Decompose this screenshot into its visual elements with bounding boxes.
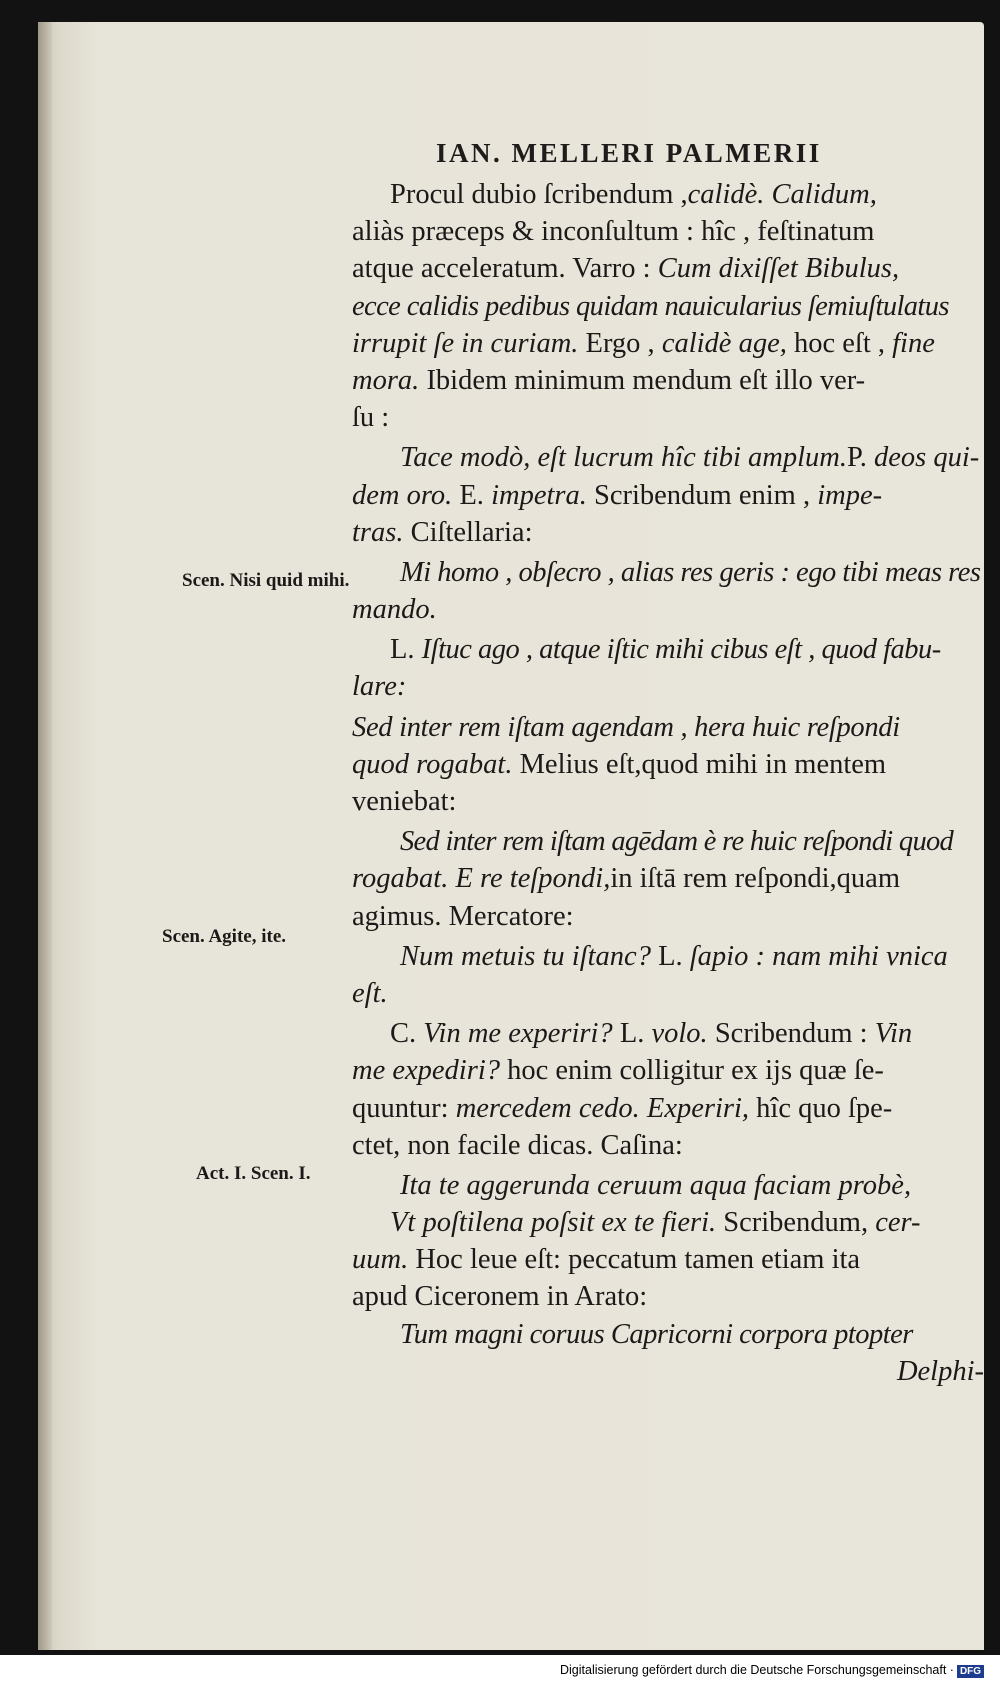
text-roman: L. (390, 634, 422, 666)
text-italic: rogabat. E re teſpondi, (352, 863, 611, 895)
text-italic: me expediri? (352, 1055, 500, 1087)
text-roman: hoc eſt , (786, 327, 893, 359)
text-roman: E. (452, 479, 492, 511)
text-italic: Vin (874, 1018, 913, 1050)
text-roman: C. (390, 1018, 424, 1050)
text-line (352, 783, 992, 820)
text-line (352, 938, 992, 975)
text-italic: lare: (352, 671, 407, 703)
text-italic: quod rogabat. (352, 748, 513, 780)
text-italic: impe- (817, 479, 883, 511)
text-line (352, 399, 992, 436)
text-line (352, 288, 992, 325)
text-line (352, 554, 992, 591)
text-roman: Melius eſt,quod mihi in mentem (512, 748, 887, 780)
text-line (352, 631, 992, 668)
catchword (352, 1353, 992, 1390)
text-roman: in iſtā rem reſpondi,quam (610, 863, 901, 895)
text-line (352, 1278, 992, 1315)
text-roman: hoc enim colligitur ex ijs quæ ſe- (499, 1055, 884, 1087)
text-italic: uum. (352, 1244, 409, 1276)
body-text (352, 176, 992, 1390)
text-line (352, 1241, 992, 1278)
text-italic: calidè age, (661, 327, 787, 359)
text-italic: tras. (352, 516, 404, 548)
text-italic: impetra. (491, 479, 587, 511)
text-italic: mora. (352, 364, 420, 396)
text-roman: L. (612, 1018, 652, 1050)
text-roman: ctet, non facile dicas. Caſina: (352, 1129, 683, 1161)
text-italic: Tum magni coruus Capricorni corpora ptopter (400, 1318, 913, 1350)
text-italic: Cum dixiſſet Bibulus, (657, 253, 900, 285)
text-roman: apud Ciceronem in Arato: (352, 1281, 648, 1313)
text-line (352, 1015, 992, 1052)
text-line (352, 514, 992, 551)
text-roman: Scribendum, (716, 1207, 876, 1239)
text-italic: irrupit ſe in curiam. (352, 327, 579, 359)
text-italic: mando. (352, 594, 437, 626)
margin-note-scene-agite: Scen. Agite, ite. (162, 926, 287, 947)
text-italic: Delphi- (896, 1355, 984, 1387)
text-italic: Tace modò, eſt lucrum hîc tibi amplum. (400, 442, 847, 474)
text-roman: Hoc leue eſt: peccatum tamen etiam ita (408, 1244, 861, 1276)
text-italic: fine (892, 327, 935, 359)
text-italic: Mi homo , obſecro , alias res geris : ego tibi meas res (400, 556, 981, 588)
text-line (352, 709, 992, 746)
text-italic: volo. (651, 1018, 708, 1050)
text-roman: L. (650, 940, 690, 972)
text-line (352, 213, 992, 250)
text-line (352, 860, 992, 897)
text-line (352, 823, 992, 860)
text-italic: Ita te aggerunda ceruum aqua faciam probè, (400, 1169, 912, 1201)
text-italic: dem oro. (352, 479, 453, 511)
text-italic: calidè. Calidum, (687, 179, 877, 210)
text-roman: Procul dubio ſcribendum , (390, 179, 688, 210)
text-line (352, 362, 992, 399)
text-line (352, 1167, 992, 1204)
text-line (352, 1316, 992, 1353)
text-line (352, 439, 992, 476)
digitization-footer (560, 1663, 1000, 1678)
dfg-logo: DFG (957, 1665, 984, 1678)
text-line (352, 1127, 992, 1164)
text-italic: Iſtuc ago , atque iſtic mihi cibus eſt , quod fabu- (421, 634, 941, 666)
text-roman: Ibidem minimum mendum eſt illo ver- (419, 364, 866, 396)
page-spine (38, 22, 52, 1650)
margin-note-scene-nisi (182, 569, 352, 593)
text-line (352, 898, 992, 935)
text-line (352, 746, 992, 783)
text-line (352, 591, 992, 628)
text-roman: ſu : (352, 402, 390, 434)
text-italic: Vt poſtilena poſsit ex te fieri. (390, 1207, 717, 1239)
text-roman: agimus. Mercatore: (352, 900, 574, 932)
text-line (352, 176, 992, 213)
text-line (352, 668, 992, 705)
text-line (352, 325, 992, 362)
text-roman: P. (847, 442, 874, 474)
text-line (352, 975, 992, 1012)
text-italic: Vin me experiri? (423, 1018, 613, 1050)
text-line (352, 477, 992, 514)
footer-text: Digitalisierung gefördert durch die Deutsche Forschungsgemeinschaft · (560, 1663, 954, 1677)
text-italic: cer- (875, 1207, 921, 1239)
text-roman: aliàs præceps & inconſultum : hîc , feſtinatum (352, 216, 875, 248)
text-roman: Ciſtellaria: (403, 516, 533, 548)
text-roman: Scribendum : (707, 1018, 875, 1050)
margin-note-act-scene: Act. I. Scen. I. (196, 1163, 311, 1184)
text-italic: ſapio : nam mihi vnica (689, 940, 948, 972)
text-roman: veniebat: (352, 786, 457, 817)
text-line (352, 1204, 992, 1241)
text-line (352, 1052, 992, 1089)
text-italic: Num metuis tu iſtanc? (400, 940, 651, 972)
text-roman: atque acceleratum. Varro : (352, 253, 658, 285)
text-roman: quuntur: (352, 1092, 456, 1124)
text-roman: hîc quo ſpe- (749, 1092, 893, 1124)
text-italic: mercedem cedo. Experiri, (455, 1092, 750, 1124)
margin-note-text: Scen. Nisi quid mihi. (182, 570, 350, 591)
text-line (352, 1090, 992, 1127)
text-italic: Sed inter rem iſtam agēdam è re huic reſpondi quod (400, 826, 954, 858)
text-italic: Sed inter rem iſtam agendam , hera huic reſpondi (352, 711, 900, 743)
text-roman: Ergo , (578, 327, 662, 359)
text-italic: eſt. (352, 977, 388, 1009)
text-line (352, 250, 992, 287)
text-italic: deos qui- (873, 442, 980, 474)
text-italic: ecce calidis pedibus quidam nauicularius ſemiuſtulatus (352, 290, 949, 322)
text-roman: Scribendum enim , (586, 479, 818, 511)
running-head: IAN. MELLERI PALMERII (436, 138, 822, 168)
